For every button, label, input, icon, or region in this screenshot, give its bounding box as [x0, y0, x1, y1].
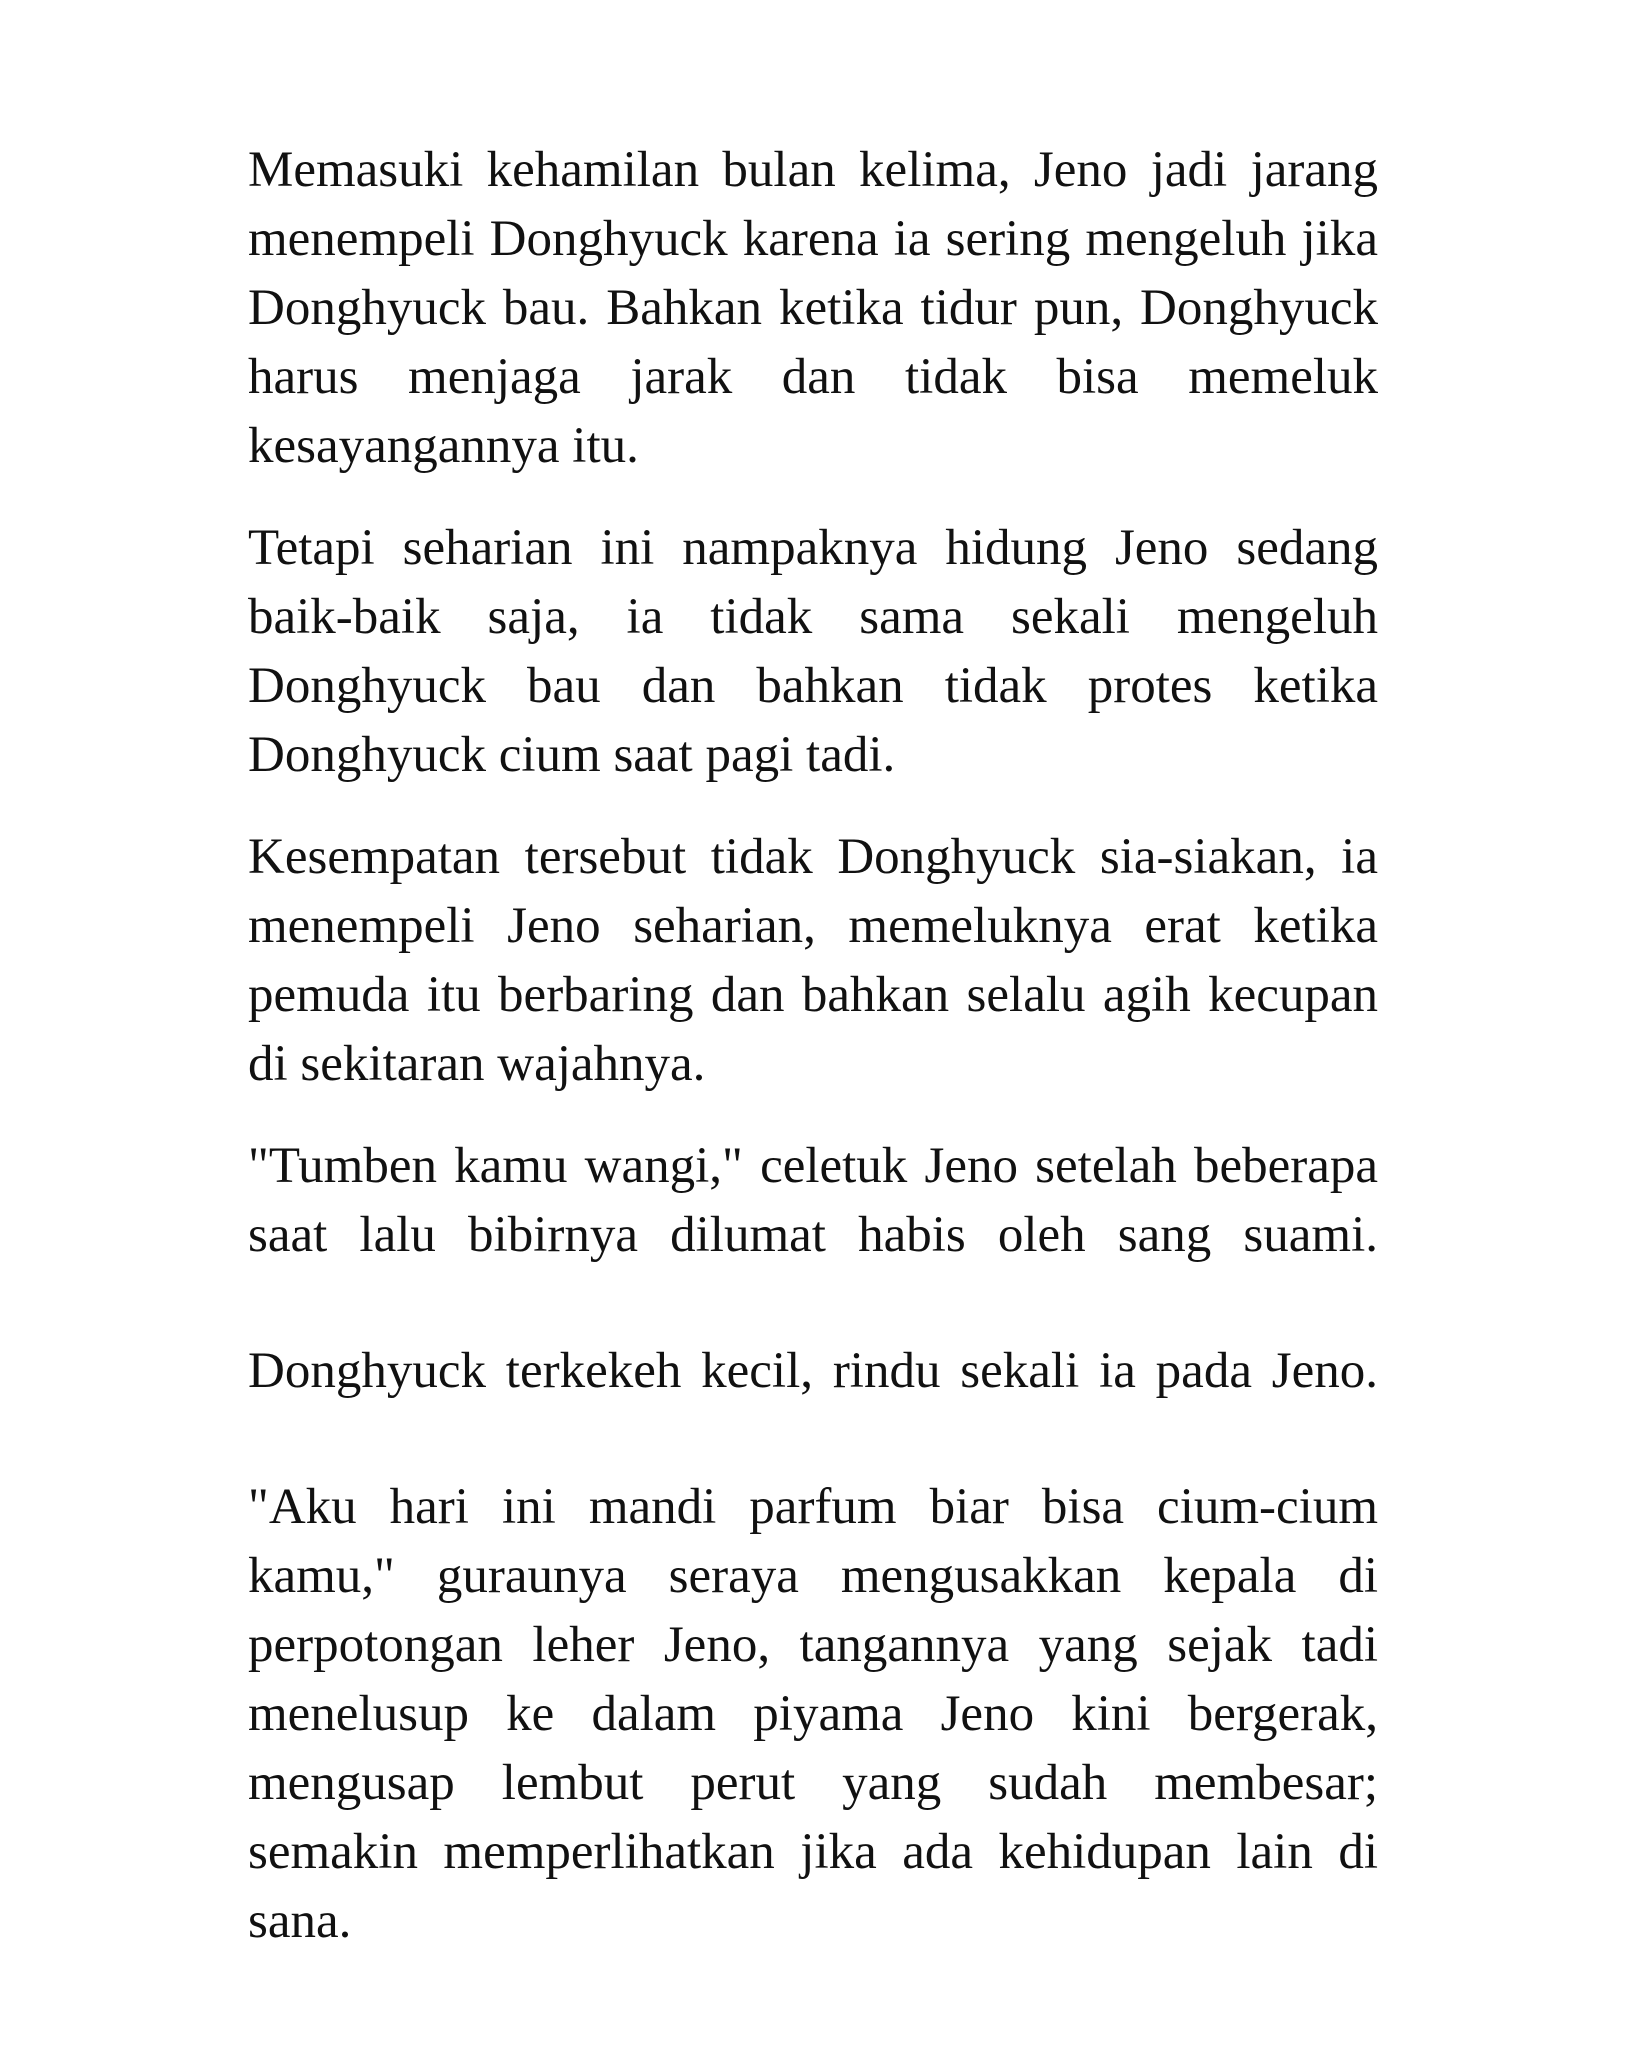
document-page [248, 136, 1378, 1956]
paragraph-4: "Tumben kamu wangi," celetuk Jeno setelah beberapa saat lalu bibirnya dilumat habis oleh sang suami. [248, 1138, 1378, 1263]
paragraph-3: Kesempatan tersebut tidak Donghyuck sia-siakan, ia menempeli Jeno seharian, memeluknya erat ketika pemuda itu berbaring dan bahkan selalu agih kecupan di sekitaran wajahnya. [248, 829, 1378, 1092]
paragraph-6: "Aku hari ini mandi parfum biar bisa cium-cium kamu," guraunya seraya mengusakkan kepala di perpotongan leher Jeno, tangannya yang sejak tadi menelusup ke dalam piyama Jeno kini bergerak, mengusap lembut perut yang sudah membesar; semakin memperlihatkan jika ada kehidupan lain di sana. [248, 1479, 1378, 1949]
paragraph-5: Donghyuck terkekeh kecil, rindu sekali ia pada Jeno. [248, 1343, 1378, 1399]
paragraph-2: Tetapi seharian ini nampaknya hidung Jeno sedang baik-baik saja, ia tidak sama sekali mengeluh Donghyuck bau dan bahkan tidak protes ketika Donghyuck cium saat pagi tadi. [248, 520, 1378, 783]
paragraph-1: Memasuki kehamilan bulan kelima, Jeno jadi jarang menempeli Donghyuck karena ia sering mengeluh jika Donghyuck bau. Bahkan ketika tidur pun, Donghyuck harus menjaga jarak dan tidak bisa memeluk kesayangannya itu. [248, 142, 1378, 474]
